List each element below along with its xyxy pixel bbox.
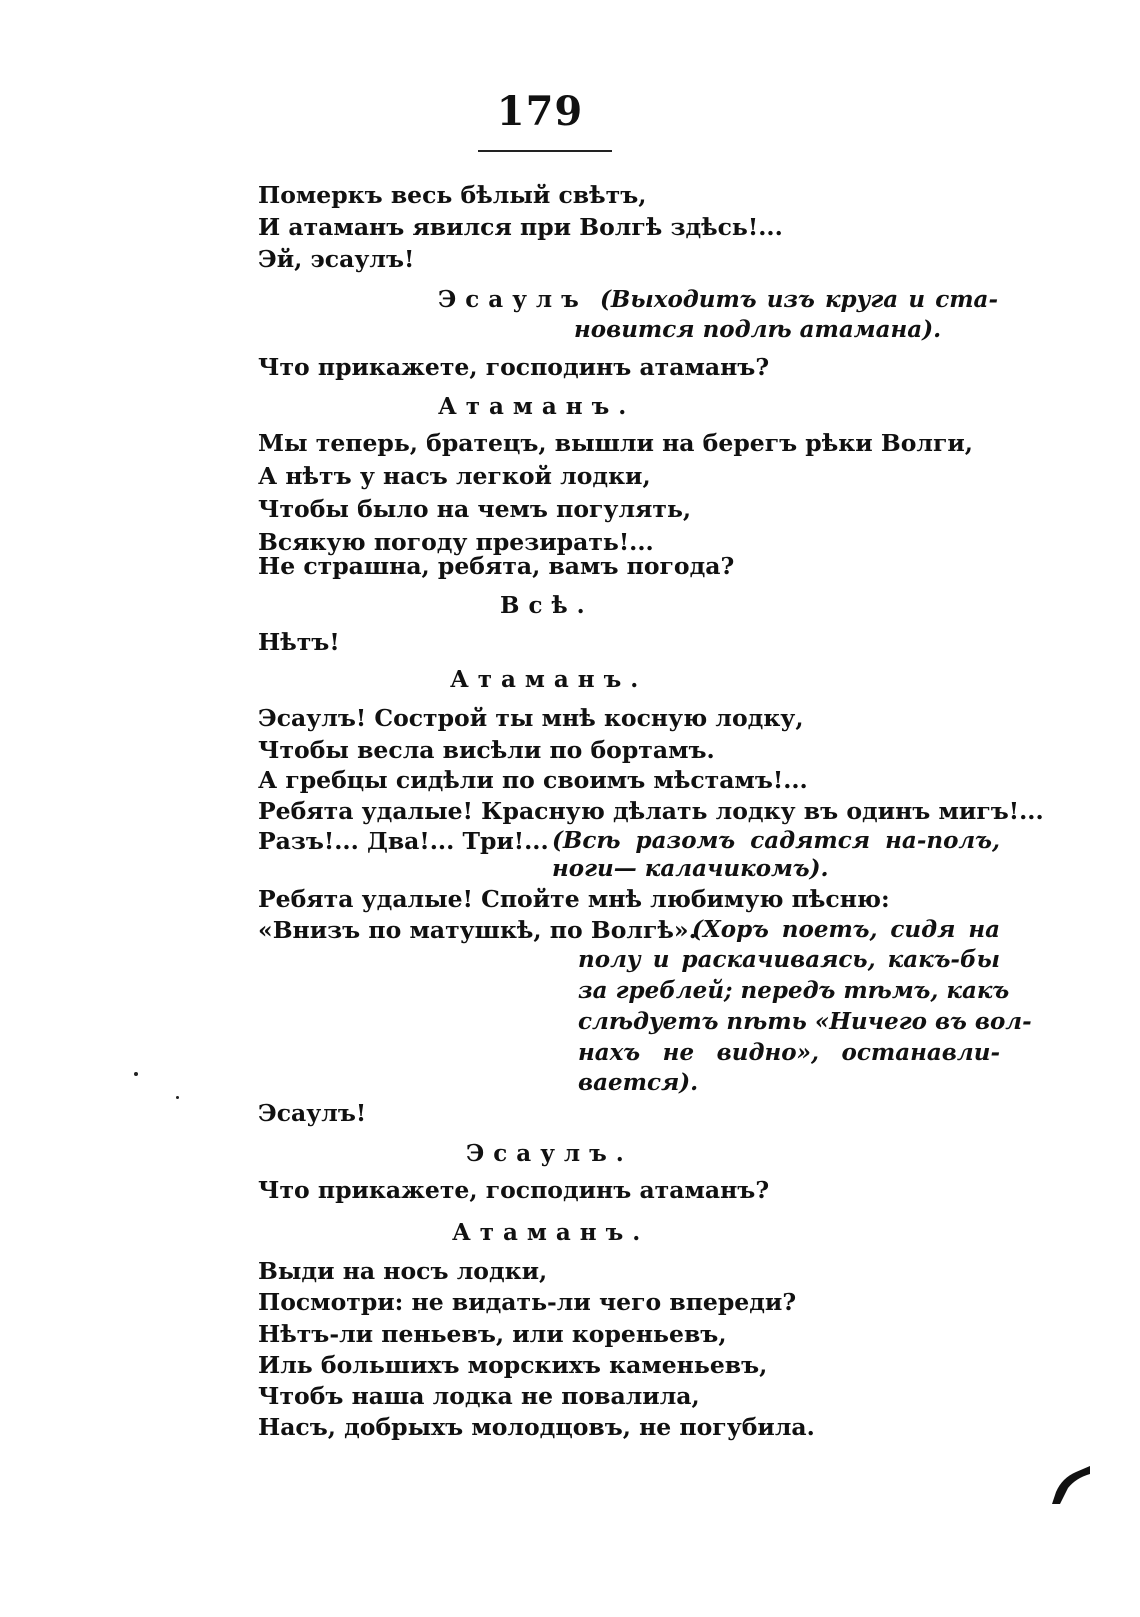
verse-line: Померкъ весь бѣлый свѣтъ,	[258, 181, 647, 209]
verse-line: Посмотри: не видать-ли чего впереди?	[258, 1288, 797, 1316]
verse-line: Насъ, добрыхъ молодцовъ, не погубила.	[258, 1413, 815, 1441]
stage-direction: ноги— калачикомъ).	[552, 855, 829, 882]
verse-line: Нѣтъ!	[258, 628, 340, 656]
verse-line: Эй, эсаулъ!	[258, 245, 415, 273]
verse-line: Всякую погоду презирать!...	[258, 528, 654, 556]
stage-direction: (Хоръ поетъ, сидя на	[692, 916, 1000, 943]
verse-line: Чтобы весла висѣли по бортамъ.	[258, 736, 715, 764]
stage-direction: вается).	[578, 1069, 699, 1096]
verse-line: Выди на носъ лодки,	[258, 1257, 548, 1285]
speaker-name: Атаманъ.	[452, 1219, 650, 1246]
verse-line: Ребята удалые! Красную дѣлать лодку въ одинъ мигъ!...	[258, 797, 1044, 825]
verse-line: Мы теперь, братецъ, вышли на берегъ рѣки Волги,	[258, 429, 973, 457]
verse-line: Чтобы было на чемъ погулять,	[258, 495, 692, 523]
speaker-name: Эсаулъ	[438, 286, 588, 313]
verse-line: Нѣтъ-ли пеньевъ, или кореньевъ,	[258, 1320, 727, 1348]
verse-line: Иль большихъ морскихъ каменьевъ,	[258, 1351, 768, 1379]
page-number: 179	[496, 88, 584, 135]
verse-line: Что прикажете, господинъ атаманъ?	[258, 353, 770, 381]
stage-direction: (Выходитъ изъ круга и ста-	[600, 286, 998, 313]
verse-line: Эсаулъ! Сострой ты мнѣ косную лодку,	[258, 704, 804, 732]
speaker-name: Всѣ.	[500, 592, 594, 619]
speaker-name: Эсаулъ.	[466, 1140, 633, 1167]
stage-direction: слѣдуетъ пѣть «Ничего въ вол-	[578, 1008, 1032, 1035]
stage-direction: нахъ не видно», останавли-	[578, 1039, 1000, 1066]
stage-direction: полу и раскачиваясь, какъ-бы	[578, 946, 1000, 973]
page-number-rule	[478, 150, 612, 152]
verse-line: Разъ!... Два!... Три!...	[258, 827, 549, 855]
speaker-name: Атаманъ.	[450, 666, 648, 693]
verse-line: Ребята удалые! Спойте мнѣ любимую пѣсню:	[258, 885, 890, 913]
stage-direction: новится подлѣ атамана).	[574, 316, 942, 343]
speaker-name: Атаманъ.	[438, 393, 636, 420]
verse-line: Эсаулъ!	[258, 1099, 367, 1127]
scan-speck	[134, 1072, 138, 1076]
verse-line: «Внизъ по матушкѣ, по Волгѣ».	[258, 916, 697, 944]
stage-direction: (Всѣ разомъ садятся на-полъ,	[552, 827, 1000, 854]
verse-line: А гребцы сидѣли по своимъ мѣстамъ!...	[258, 766, 808, 794]
ink-mark-icon	[1050, 1462, 1092, 1506]
stage-direction: за греблей; передъ тѣмъ, какъ	[578, 977, 1010, 1004]
scan-speck	[176, 1096, 179, 1099]
verse-line: И атаманъ явился при Волгѣ здѣсь!...	[258, 213, 783, 241]
verse-line: Что прикажете, господинъ атаманъ?	[258, 1176, 770, 1204]
verse-line: Чтобъ наша лодка не повалила,	[258, 1382, 700, 1410]
verse-line: А нѣтъ у насъ легкой лодки,	[258, 462, 651, 490]
verse-line: Не страшна, ребята, вамъ погода?	[258, 552, 735, 580]
